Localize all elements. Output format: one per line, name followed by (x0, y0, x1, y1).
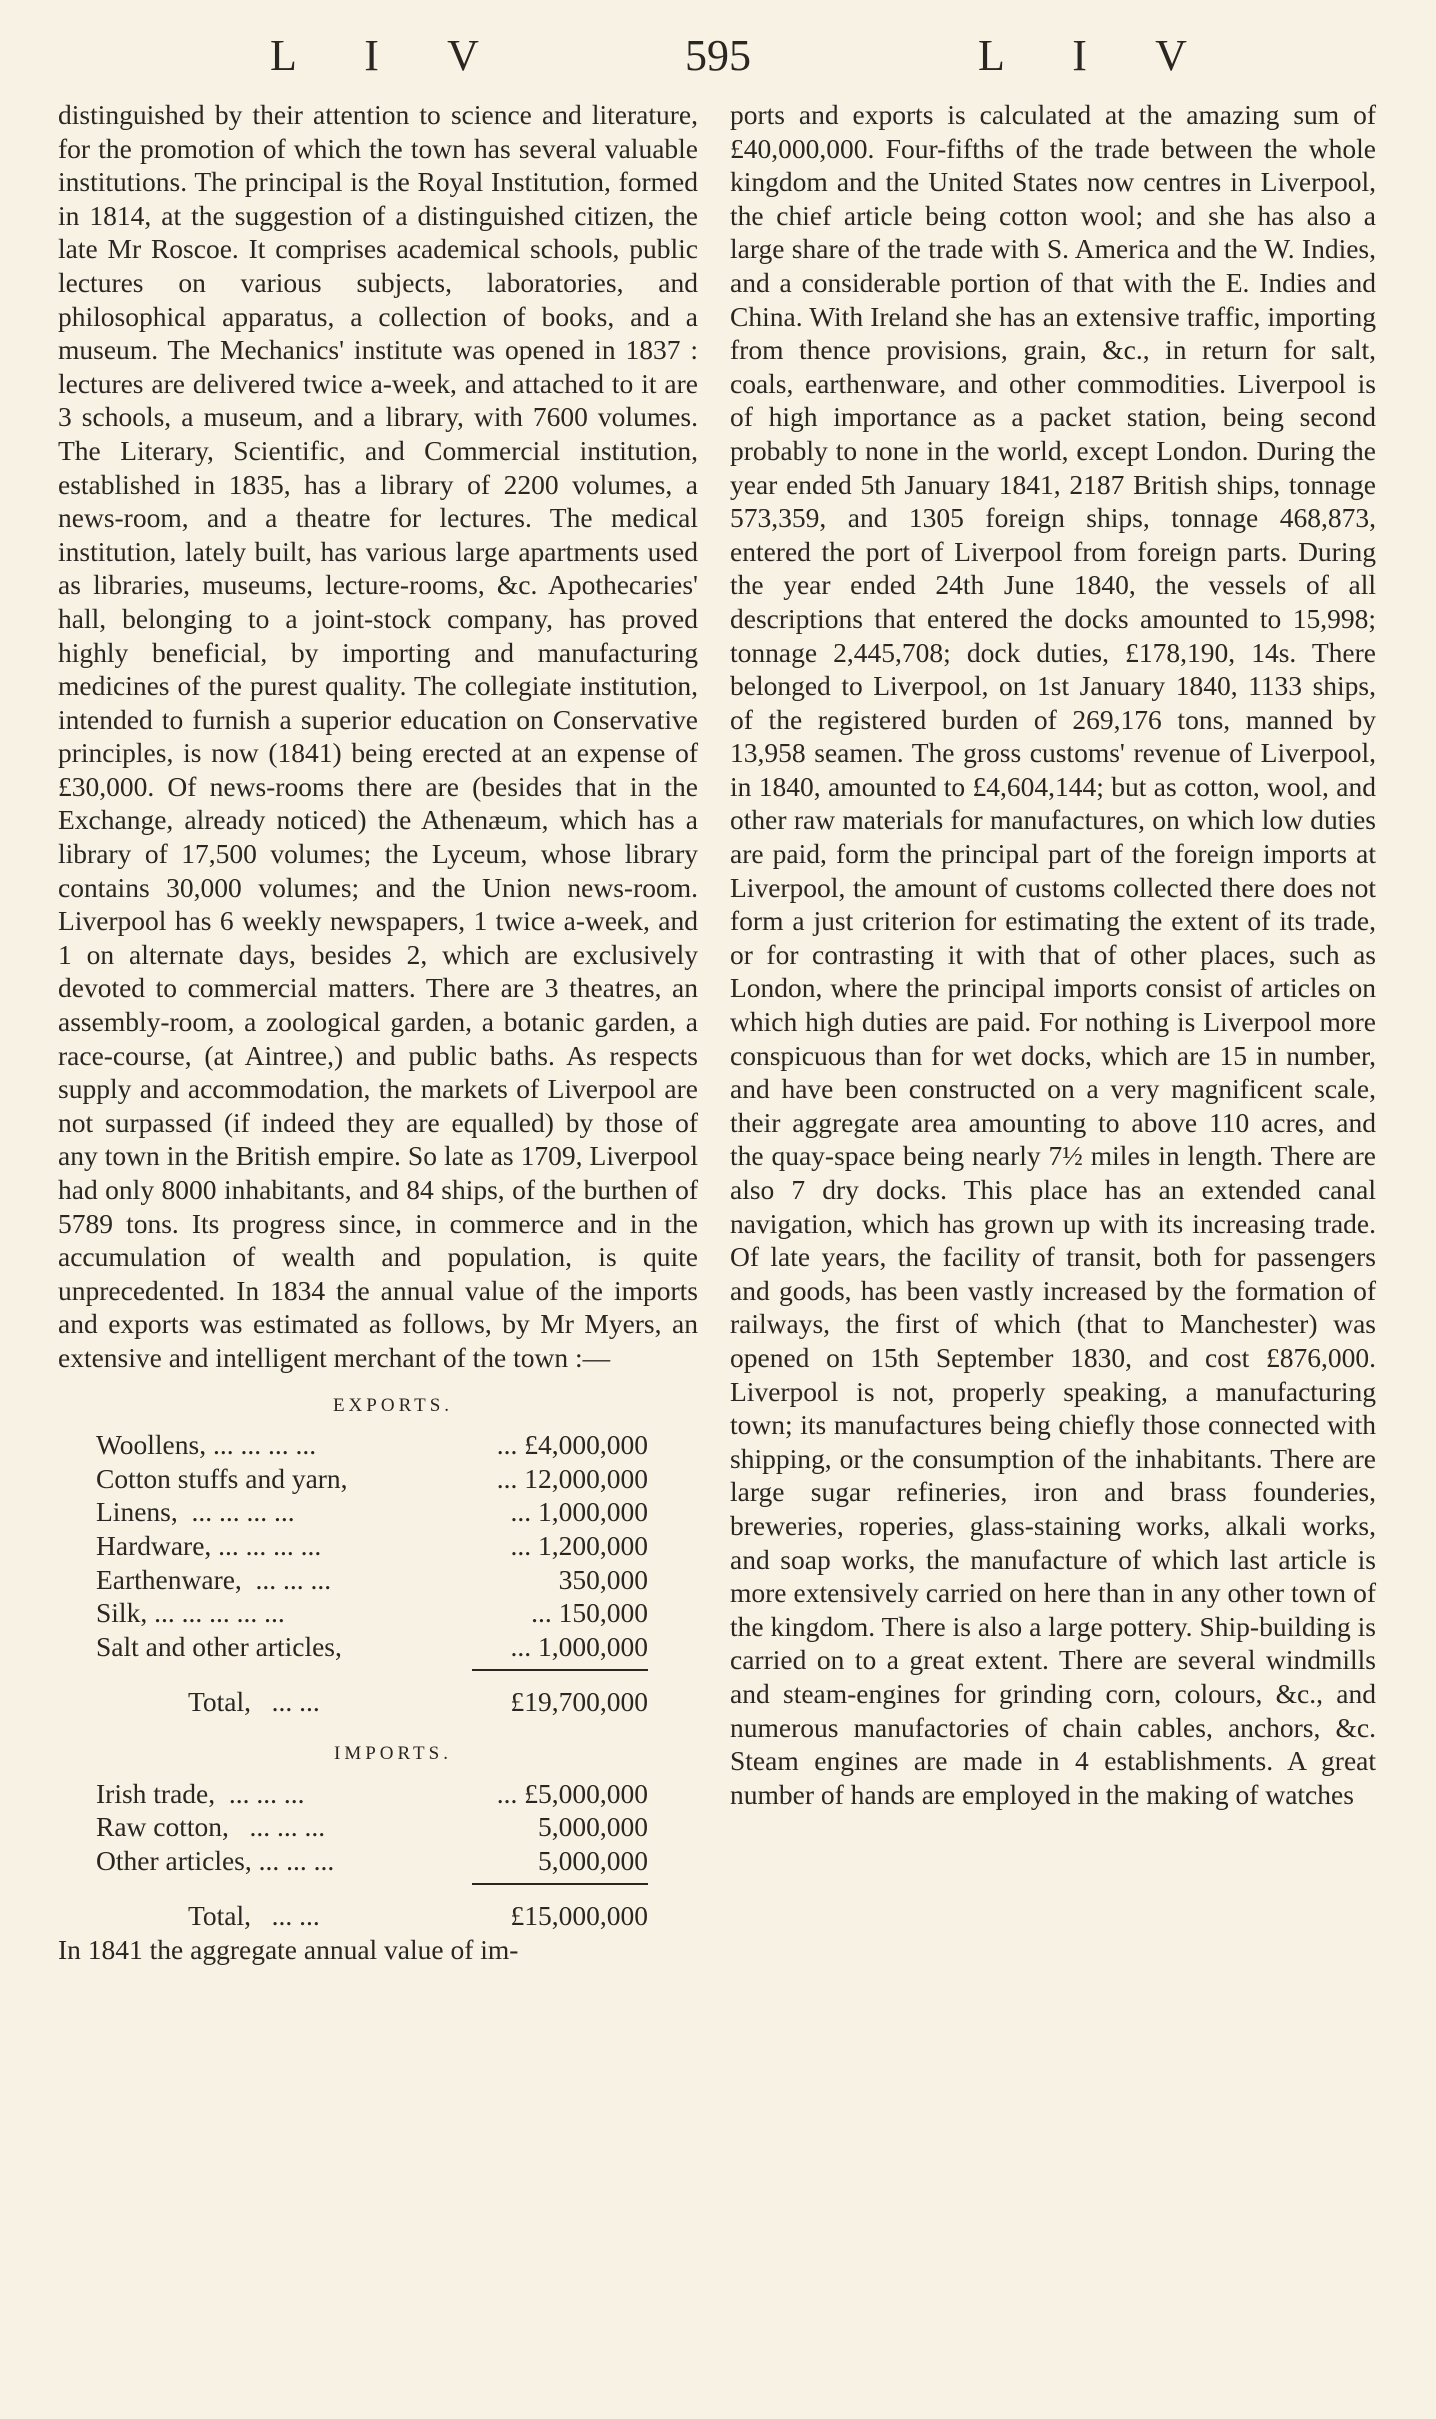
exports-total-rule (58, 1669, 698, 1671)
running-head-right: L I V (978, 31, 1207, 80)
table-row (58, 1428, 698, 1462)
imports-rows (58, 1777, 698, 1878)
table-row-item: Other articles, ... ... ... (96, 1844, 335, 1876)
table-row-item: Woollens, ... ... ... ... (96, 1429, 317, 1461)
running-head-left: L I V (270, 31, 499, 80)
table-row-amount: ... 150,000 (531, 1597, 648, 1629)
page-number: 595 (685, 31, 751, 80)
table-row (58, 1630, 698, 1664)
table-row-item: Irish trade, ... ... ... (96, 1777, 305, 1809)
exports-total-value: £19,700,000 (510, 1686, 648, 1718)
exports-rows (58, 1428, 698, 1663)
table-row (58, 1563, 698, 1597)
table-row (58, 1495, 698, 1529)
imports-total-label: Total, ... ... (188, 1900, 320, 1932)
table-row-item: Raw cotton, ... ... ... (96, 1811, 326, 1843)
imports-heading: IMPORTS. (334, 1742, 452, 1764)
exports-total-label: Total, ... ... (188, 1686, 320, 1718)
table-row (58, 1844, 698, 1878)
table-row-item: Linens, ... ... ... ... (96, 1496, 295, 1528)
table-row-amount: 5,000,000 (538, 1811, 648, 1843)
table-row-item: Silk, ... ... ... ... ... (96, 1597, 285, 1629)
right-column-paragraph: ports and exports is calculated at the amazing sum of £40,000,000. Four-fifths of the trade between the whole kingdom and the United States now centres in Liverpool, the chief article being cotton wool; and she has also a large share of the trade with S. America and the W. Indies, and a considerable portion of that with the E. Indies and China. With Ireland she has an extensive traffic, importing from thence provisions, grain, &c., in return for salt, coals, earthenware, and other commodities. Liverpool is of high importance as a packet station, being second probably to none in the world, except London. During the year ended 5th January 1841, 2187 British ships, tonnage 573,359, and 1305 foreign ships, tonnage 468,873, entered the port of Liverpool from foreign parts. During the year ended 24th June 1840, the vessels of all descriptions that entered the docks amounted to 15,998; tonnage 2,445,708; dock duties, £178,190, 14s. There belonged to Liverpool, on 1st January 1840, 1133 ships, of the registered burden of 269,176 tons, manned by 13,958 seamen. The gross customs' revenue of Liverpool, in 1840, amounted to £4,604,144; but as cotton, wool, and other raw materials for manufactures, on which low duties are paid, form the principal part of the foreign imports at Liverpool, the amount of customs collected there does not form a just criterion for estimating the extent of its trade, or for contrasting it with that of other places, such as London, where the principal imports consist of articles on which high duties are paid. For nothing is Liverpool more conspicuous than for wet docks, which are 15 in number, and have been constructed on a very magnificent scale, their aggregate area amounting to above 110 acres, and the quay-space being nearly 7½ miles in length. There are also 7 dry docks. This place has an extended canal navigation, which has grown up with its increasing trade. Of late years, the facility of transit, both for passengers and goods, has been vastly increased by the formation of railways, the first of which (that to Manchester) was opened on 15th September 1830, and cost £876,000. Liverpool is not, properly speaking, a manufacturing town; its manufactures being chiefly those connected with shipping, or the consumption of the inhabitants. There are large sugar refineries, iron and brass founderies, breweries, roperies, glass-staining works, alkali works, and soap works, the manufacture of which last article is more extensively carried on here than in any other town of the kingdom. There is also a large pottery. Ship-building is carried on to a great extent. There are several windmills and steam-engines for grinding corn, colours, &c., and numerous manufactories of chain cables, anchors, &c. Steam engines are made in 4 establishments. A great number of hands are employed in the making of watches (730, 99, 1376, 1810)
right-column (730, 98, 1376, 1811)
table-row (58, 1462, 698, 1496)
imports-total-rule (58, 1883, 698, 1885)
table-row-amount: ... £4,000,000 (496, 1429, 648, 1461)
left-column-closing-line: In 1841 the aggregate annual value of im- (58, 1933, 519, 1965)
table-row (58, 1529, 698, 1563)
left-column-paragraph: distinguished by their attention to science and literature, for the promotion of which the town has several valuable institutions. The principal is the Royal Institution, formed in 1814, at the suggestion of a distinguished citizen, the late Mr Roscoe. It comprises academical schools, public lectures on various subjects, laboratories, and philosophical apparatus, a collection of books, and a museum. The Mechanics' institute was opened in 1837 : lectures are delivered twice a-week, and attached to it are 3 schools, a museum, and a library, with 7600 volumes. The Literary, Scientific, and Commercial institution, established in 1835, has a library of 2200 volumes, a news-room, and a theatre for lectures. The medical institution, lately built, has various large apartments used as libraries, museums, lecture-rooms, &c. Apothecaries' hall, belonging to a joint-stock company, has proved highly beneficial, by importing and manufacturing medicines of the purest quality. The collegiate institution, intended to furnish a superior education on Conservative principles, is now (1841) being erected at an expense of £30,000. Of news-rooms there are (besides that in the Exchange, already noticed) the Athenæum, which has a library of 17,500 volumes; the Lyceum, whose library contains 30,000 volumes; and the Union news-room. Liverpool has 6 weekly newspapers, 1 twice a-week, and 1 on alternate days, besides 2, which are exclusively devoted to commercial matters. There are 3 theatres, an assembly-room, a zoological garden, a botanic garden, a race-course, (at Aintree,) and public baths. As respects supply and accommodation, the markets of Liverpool are not surpassed (if indeed they are equalled) by those of any town in the British empire. So late as 1709, Liverpool had only 8000 inhabitants, and 84 ships, of the burthen of 5789 tons. Its progress since, in commerce and in the accumulation of wealth and population, is quite unprecedented. In 1834 the annual value of the imports and exports was estimated as follows, by Mr Myers, an extensive and intelligent merchant of the town :— (58, 99, 698, 1373)
exports-total-row (58, 1685, 698, 1719)
table-row-amount: ... 1,200,000 (510, 1529, 648, 1561)
table-row-amount: ... £5,000,000 (496, 1777, 648, 1809)
table-row-amount: ... 1,000,000 (510, 1630, 648, 1662)
left-column (58, 98, 698, 1966)
trade-table (58, 1389, 698, 1933)
table-row (58, 1596, 698, 1630)
table-row-amount: ... 1,000,000 (510, 1496, 648, 1528)
table-row-item: Cotton stuffs and yarn, (96, 1462, 348, 1494)
running-head (0, 30, 1436, 90)
table-row (58, 1777, 698, 1811)
table-row-item: Earthenware, ... ... ... (96, 1563, 332, 1595)
imports-total-row (58, 1899, 698, 1933)
table-row (58, 1810, 698, 1844)
table-row-amount: 5,000,000 (538, 1844, 648, 1876)
imports-total-value: £15,000,000 (510, 1900, 648, 1932)
table-row-item: Salt and other articles, (96, 1630, 342, 1662)
table-row-amount: 350,000 (558, 1563, 648, 1595)
exports-heading: EXPORTS. (332, 1394, 454, 1416)
table-row-item: Hardware, ... ... ... ... (96, 1529, 322, 1561)
table-row-amount: ... 12,000,000 (496, 1462, 648, 1494)
